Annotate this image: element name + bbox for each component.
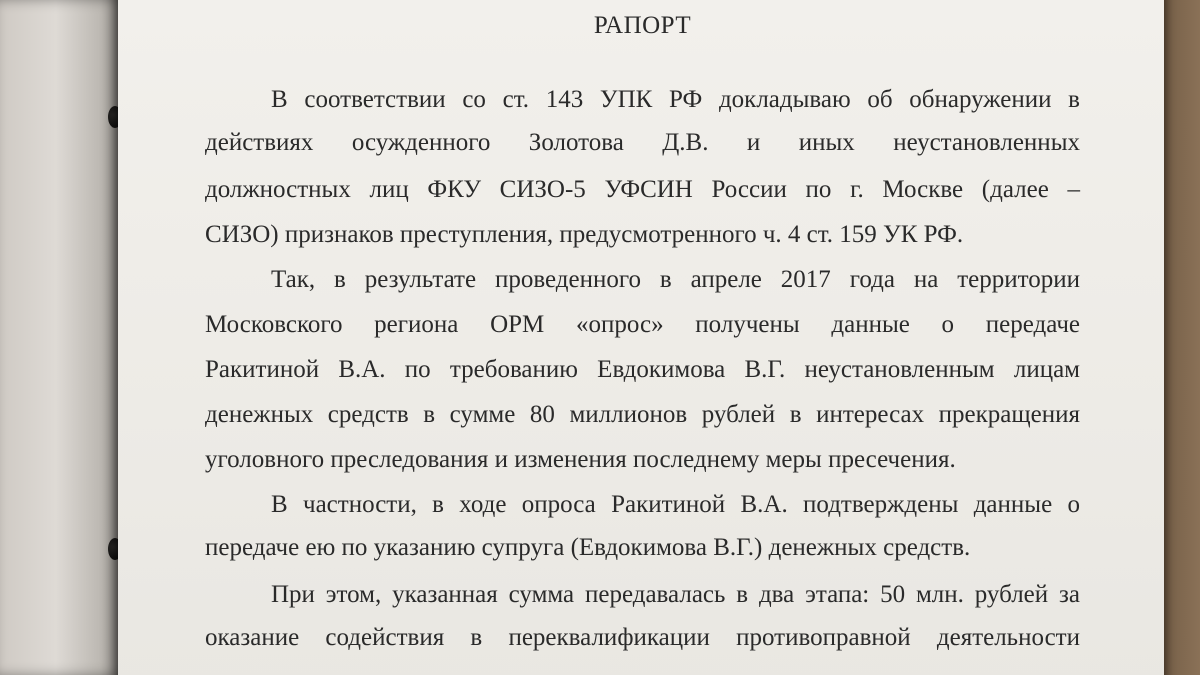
paragraph-line: уголовного преследования и изменения последнему меры пресечения. <box>205 446 956 473</box>
paragraph-line: действиях осужденного Золотова Д.В. и иных неустановленных <box>205 129 1080 156</box>
paragraph-line: денежных средств в сумме 80 миллионов рублей в интересах прекращения <box>205 401 1080 428</box>
paragraph-line: Так, в результате проведенного в апреле 2017 года на территории <box>271 266 1080 293</box>
paragraph-line: Московского региона ОРМ «опрос» получены данные о передаче <box>205 311 1080 338</box>
paragraph-line: оказание содействия в переквалификации противоправной деятельности <box>205 624 1080 651</box>
paragraph-line: При этом, указанная сумма передавалась в два этапа: 50 млн. рублей за <box>271 581 1080 608</box>
left-page <box>0 0 124 675</box>
paragraph-line: СИЗО) признаков преступления, предусмотренного ч. 4 ст. 159 УК РФ. <box>205 221 964 248</box>
paragraph-line: В соответствии со ст. 143 УПК РФ докладываю об обнаружении в <box>271 86 1080 113</box>
paragraph-line: должностных лиц ФКУ СИЗО-5 УФСИН России по г. Москве (далее – <box>205 176 1080 203</box>
paragraph-line: Ракитиной В.А. по требованию Евдокимова В.Г. неустановленным лицам <box>205 356 1080 383</box>
document-title: РАПОРТ <box>593 12 692 39</box>
paragraph-line: В частности, в ходе опроса Ракитиной В.А. подтверждены данные о <box>271 491 1080 518</box>
paragraph-line: передаче ею по указанию супруга (Евдокимова В.Г.) денежных средств. <box>205 534 971 561</box>
